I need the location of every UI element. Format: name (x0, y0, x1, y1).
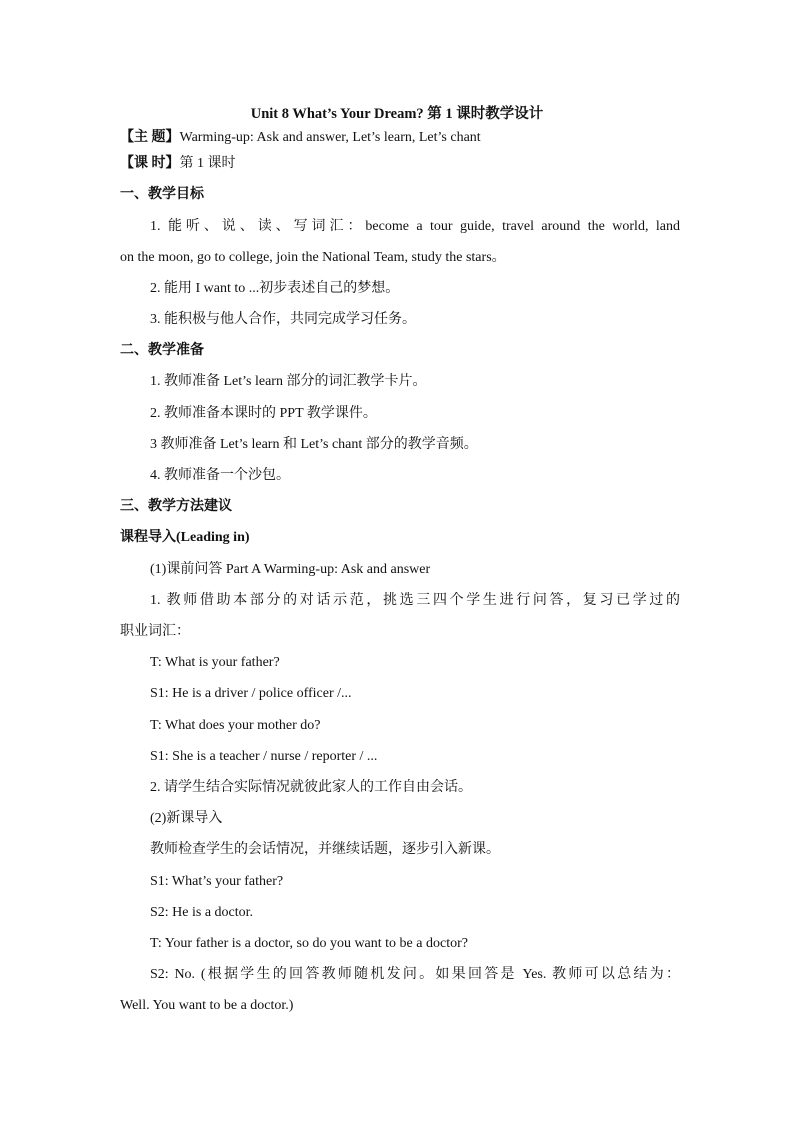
method-line: (1)课前问答 Part A Warming-up: Ask and answer (150, 562, 431, 577)
meta-period (120, 154, 680, 174)
meta-topic (120, 128, 680, 148)
document-title: Unit 8 What’s Your Dream? 第 1 课时教学设计 (250, 106, 544, 122)
method-line: 教师检查学生的会话情况，并继续话题，逐步引入新课。 (150, 842, 500, 857)
section-heading-methods: 三、教学方法建议 (120, 499, 232, 514)
dialogue-line-continued: Well. You want to be a doctor.) (120, 998, 294, 1013)
dialogue-line: S2: He is a doctor. (150, 905, 254, 920)
method-line: 1. 教师借助本部分的对话示范，挑选三四个学生进行问答，复习已学过的 (150, 593, 680, 608)
meta-topic-label: 【主 题】 (120, 130, 180, 145)
meta-period-label: 【课 时】 (120, 156, 180, 171)
dialogue-line: S1: He is a driver / police officer /... (150, 686, 352, 701)
preparation-item: 2. 教师准备本课时的 PPT 教学课件。 (150, 406, 377, 421)
dialogue-line: S1: She is a teacher / nurse / reporter / ... (150, 749, 378, 764)
dialogue-line: T: Your father is a doctor, so do you want to be a doctor? (150, 936, 468, 951)
subheading-leading-in: 课程导入(Leading in) (120, 530, 250, 545)
dialogue-line: S1: What’s your father? (150, 874, 284, 889)
objective-item: 1. 能听、说、读、写词汇：become a tour guide, travel around the world, land (150, 219, 680, 234)
preparation-item: 3 教师准备 Let’s learn 和 Let’s chant 部分的教学音频。 (150, 437, 478, 452)
preparation-item: 4. 教师准备一个沙包。 (150, 468, 290, 483)
dialogue-line: T: What is your father? (150, 655, 280, 670)
meta-period-value: 第 1 课时 (179, 156, 236, 171)
method-line: (2)新课导入 (150, 811, 223, 826)
dialogue-line: S2: No. (根据学生的回答教师随机发问。如果回答是 Yes. 教师可以总结为： (150, 967, 680, 982)
method-line: 2. 请学生结合实际情况就彼此家人的工作自由会话。 (150, 780, 472, 795)
dialogue-line: T: What does your mother do? (150, 718, 321, 733)
section-heading-preparation: 二、教学准备 (120, 343, 204, 358)
objective-item: 3. 能积极与他人合作，共同完成学习任务。 (150, 312, 416, 327)
objective-item-continued: on the moon, go to college, join the National Team, study the stars。 (120, 250, 506, 265)
section-heading-objectives: 一、教学目标 (120, 187, 204, 202)
objective-item: 2. 能用 I want to ...初步表述自己的梦想。 (150, 281, 400, 296)
meta-topic-value: Warming-up: Ask and answer, Let’s learn, Let’s chant (179, 130, 481, 145)
method-line-continued: 职业词汇： (120, 624, 190, 639)
preparation-item: 1. 教师准备 Let’s learn 部分的词汇教学卡片。 (150, 374, 427, 389)
